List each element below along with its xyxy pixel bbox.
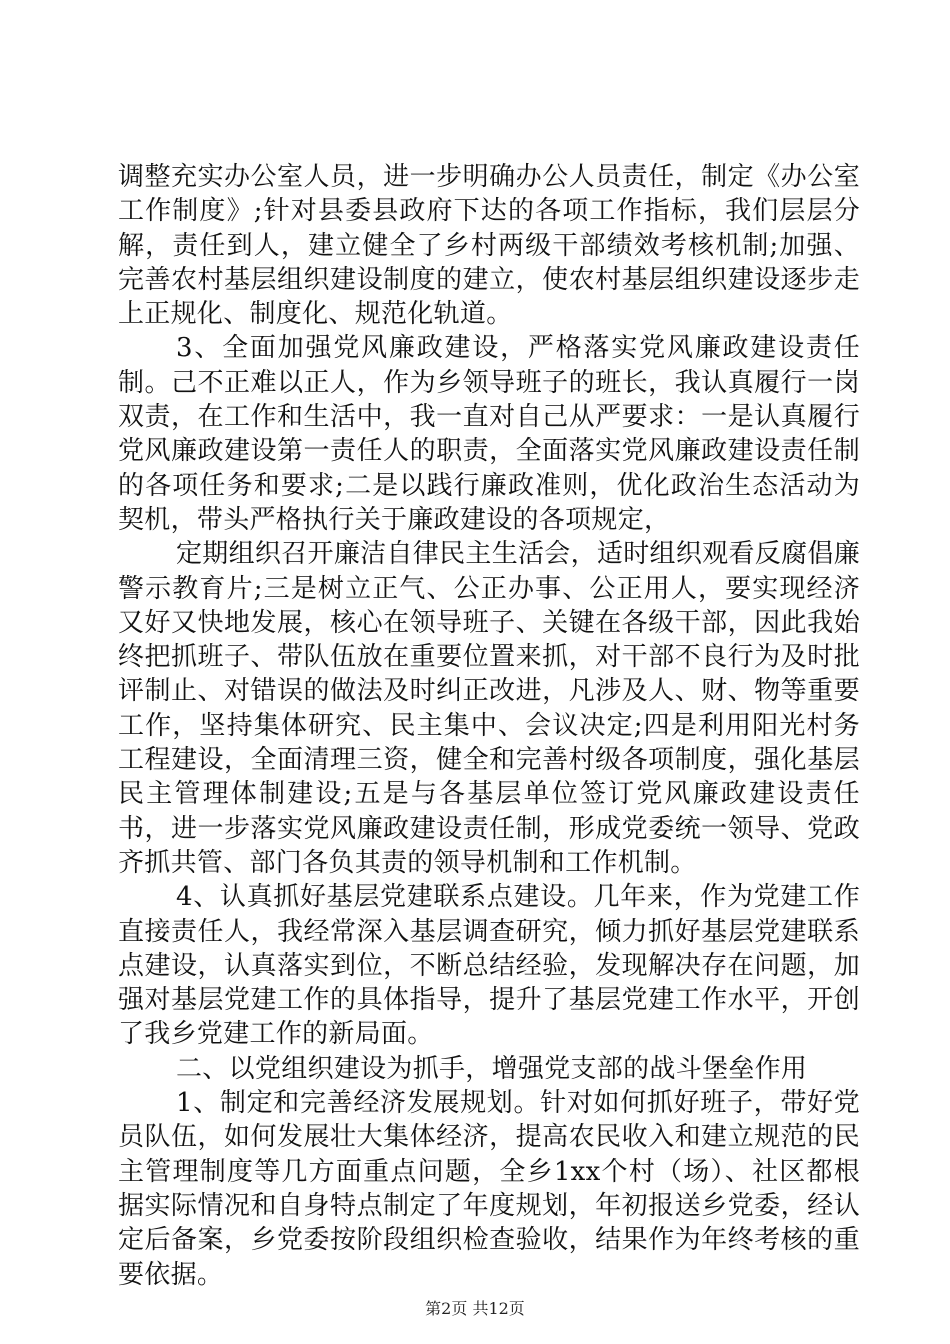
paragraph-clean-governance: 3、全面加强党风廉政建设，严格落实党风廉政建设责任制。己不正难以正人，作为乡领导班子的班长，我认真履行一岗双责，在工作和生活中，我一直对自己从严要求：一是认真履行党风廉政建设第一责任人的职责，全面落实党风廉政建设责任制的各项任务和要求;二是以践行廉政准则，优化政治生态活动为契机，带头严格执行关于廉政建设的各项规定， xyxy=(118,333,860,535)
paragraph-office-staffing: 调整充实办公室人员，进一步明确办公人员责任，制定《办公室工作制度》;针对县委县政府下达的各项工作指标，我们层层分解，责任到人，建立健全了乡村两级干部绩效考核机制;加强、完善农村基层组织建设制度的建立，使农村基层组织建设逐步走上正规化、制度化、规范化轨道。 xyxy=(118,162,860,330)
page-number-footer: 第2页 共12页 xyxy=(425,1299,525,1318)
section-heading-party-organization: 二、以党组织建设为抓手，增强党支部的战斗堡垒作用 xyxy=(176,1053,808,1084)
document-body xyxy=(118,160,860,1292)
paragraph-party-contact-point: 4、认真抓好基层党建联系点建设。几年来，作为党建工作直接责任人，我经常深入基层调查研究，倾力抓好基层党建联系点建设，认真落实到位，不断总结经验，发现解决存在问题，加强对基层党建工作的具体指导，提升了基层党建工作水平，开创了我乡党建工作的新局面。 xyxy=(118,882,860,1050)
paragraph-development-plan: 1、制定和完善经济发展规划。针对如何抓好班子，带好党员队伍，如何发展壮大集体经济，提高农民收入和建立规范的民主管理制度等几方面重点问题，全乡1xx个村（场）、社区都根据实际情况和自身特点制定了年度规划，年初报送乡党委，经认定后备案，乡党委按阶段组织检查验收，结果作为年终考核的重要依据。 xyxy=(118,1088,860,1290)
paragraph-democratic-life: 定期组织召开廉洁自律民主生活会，适时组织观看反腐倡廉警示教育片;三是树立正气、公正办事、公正用人，要实现经济又好又快地发展，核心在领导班子、关键在各级干部，因此我始终把抓班子、带队伍放在重要位置来抓，对干部不良行为及时批评制止、对错误的做法及时纠正改进，凡涉及人、财、物等重要工作，坚持集体研究、民主集中、会议决定;四是利用阳光村务工程建设，全面清理三资，健全和完善村级各项制度，强化基层民主管理体制建设;五是与各基层单位签订党风廉政建设责任书，进一步落实党风廉政建设责任制，形成党委统一领导、党政齐抓共管、部门各负其责的领导机制和工作机制。 xyxy=(118,539,860,878)
